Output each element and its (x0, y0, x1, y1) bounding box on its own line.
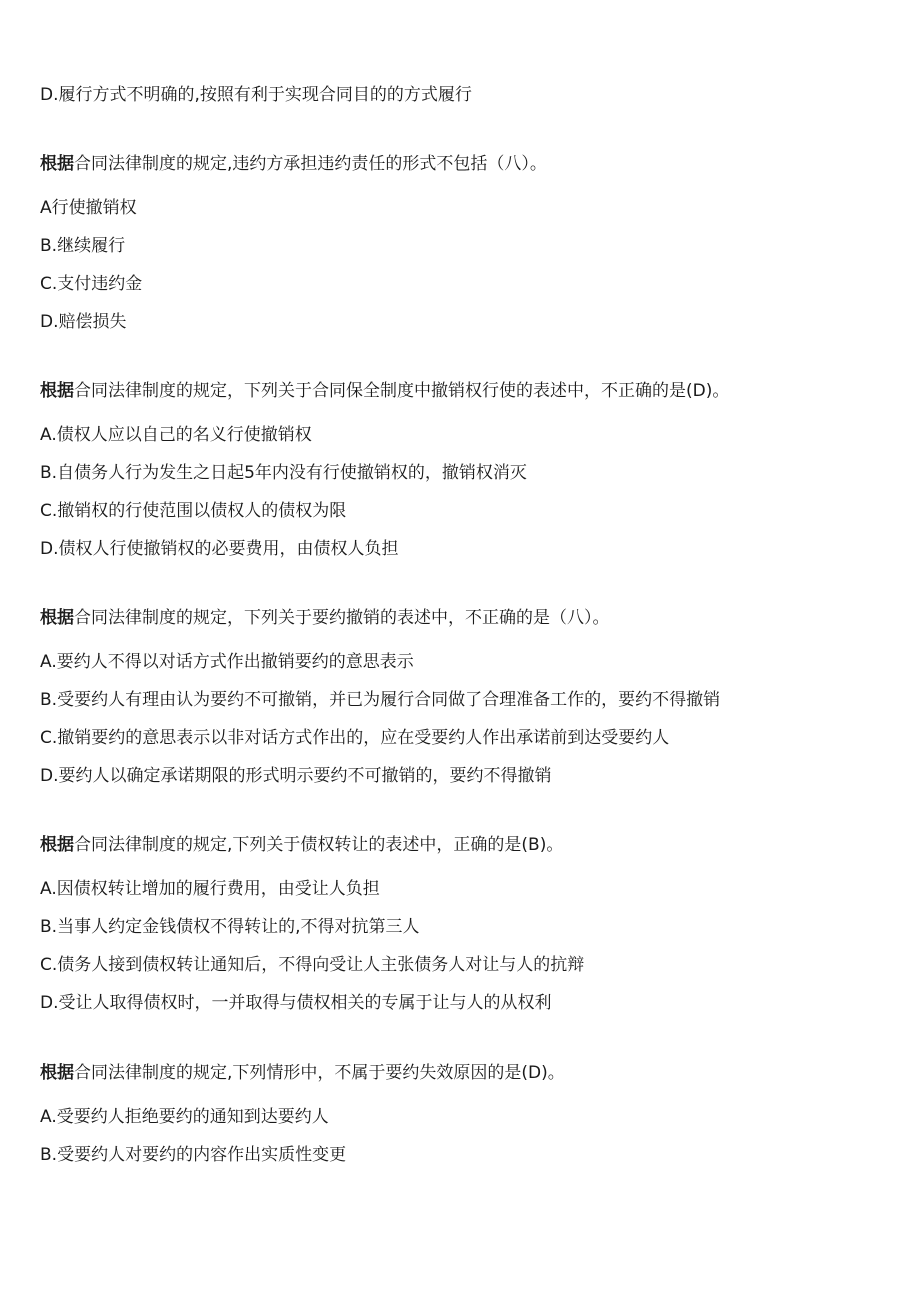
option-a: A.债权人应以自己的名义行使撤销权 (40, 425, 312, 445)
question-keyword: 根据 (40, 608, 74, 628)
option-c: C.债务人接到债权转让通知后，不得向受让人主张债务人对让与人的抗辩 (40, 955, 585, 975)
option-c: C.支付违约金 (40, 274, 143, 294)
question-body: 合同法律制度的规定，下列关于要约撤销的表述中，不正确的是（八）。 (74, 608, 610, 628)
option-d: D.要约人以确定承诺期限的形式明示要约不可撤销的，要约不得撤销 (40, 766, 552, 786)
option-b: B.受要约人对要约的内容作出实质性变更 (40, 1145, 347, 1165)
question-keyword: 根据 (40, 1063, 74, 1083)
question-body: 合同法律制度的规定,违约方承担违约责任的形式不包括（八）。 (74, 154, 547, 174)
option-b: B.继续履行 (40, 236, 126, 256)
question-body: 合同法律制度的规定,下列情形中，不属于要约失效原因的是(D)。 (74, 1063, 565, 1083)
option-a: A.因债权转让增加的履行费用，由受让人负担 (40, 879, 380, 899)
option-b: B.受要约人有理由认为要约不可撤销，并已为履行合同做了合理准备工作的，要约不得撤销 (40, 690, 721, 710)
option-d: D.履行方式不明确的,按照有利于实现合同目的的方式履行 (40, 85, 472, 105)
question-text (40, 834, 563, 856)
question-body: 合同法律制度的规定，下列关于合同保全制度中撤销权行使的表述中，不正确的是(D)。 (74, 381, 730, 401)
option-c: C.撤销要约的意思表示以非对话方式作出的，应在受要约人作出承诺前到达受要约人 (40, 728, 670, 748)
option-d: D.赔偿损失 (40, 312, 127, 332)
option-d: D.债权人行使撤销权的必要费用，由债权人负担 (40, 539, 399, 559)
question-text (40, 380, 729, 402)
question-text (40, 153, 547, 175)
question-body: 合同法律制度的规定,下列关于债权转让的表述中，正确的是(B)。 (74, 835, 564, 855)
option-a: A.受要约人拒绝要约的通知到达要约人 (40, 1107, 329, 1127)
question-keyword: 根据 (40, 154, 74, 174)
option-b: B.当事人约定金钱债权不得转让的,不得对抗第三人 (40, 917, 420, 937)
option-b: B.自债务人行为发生之日起5年内没有行使撤销权的，撤销权消灭 (40, 463, 527, 483)
question-text (40, 607, 610, 629)
option-d: D.受让人取得债权时，一并取得与债权相关的专属于让与人的从权利 (40, 993, 552, 1013)
option-a: A行使撤销权 (40, 198, 137, 218)
question-keyword: 根据 (40, 835, 74, 855)
question-text (40, 1062, 565, 1084)
option-a: A.要约人不得以对话方式作出撤销要约的意思表示 (40, 652, 414, 672)
option-c: C.撤销权的行使范围以债权人的债权为限 (40, 501, 347, 521)
question-keyword: 根据 (40, 381, 74, 401)
